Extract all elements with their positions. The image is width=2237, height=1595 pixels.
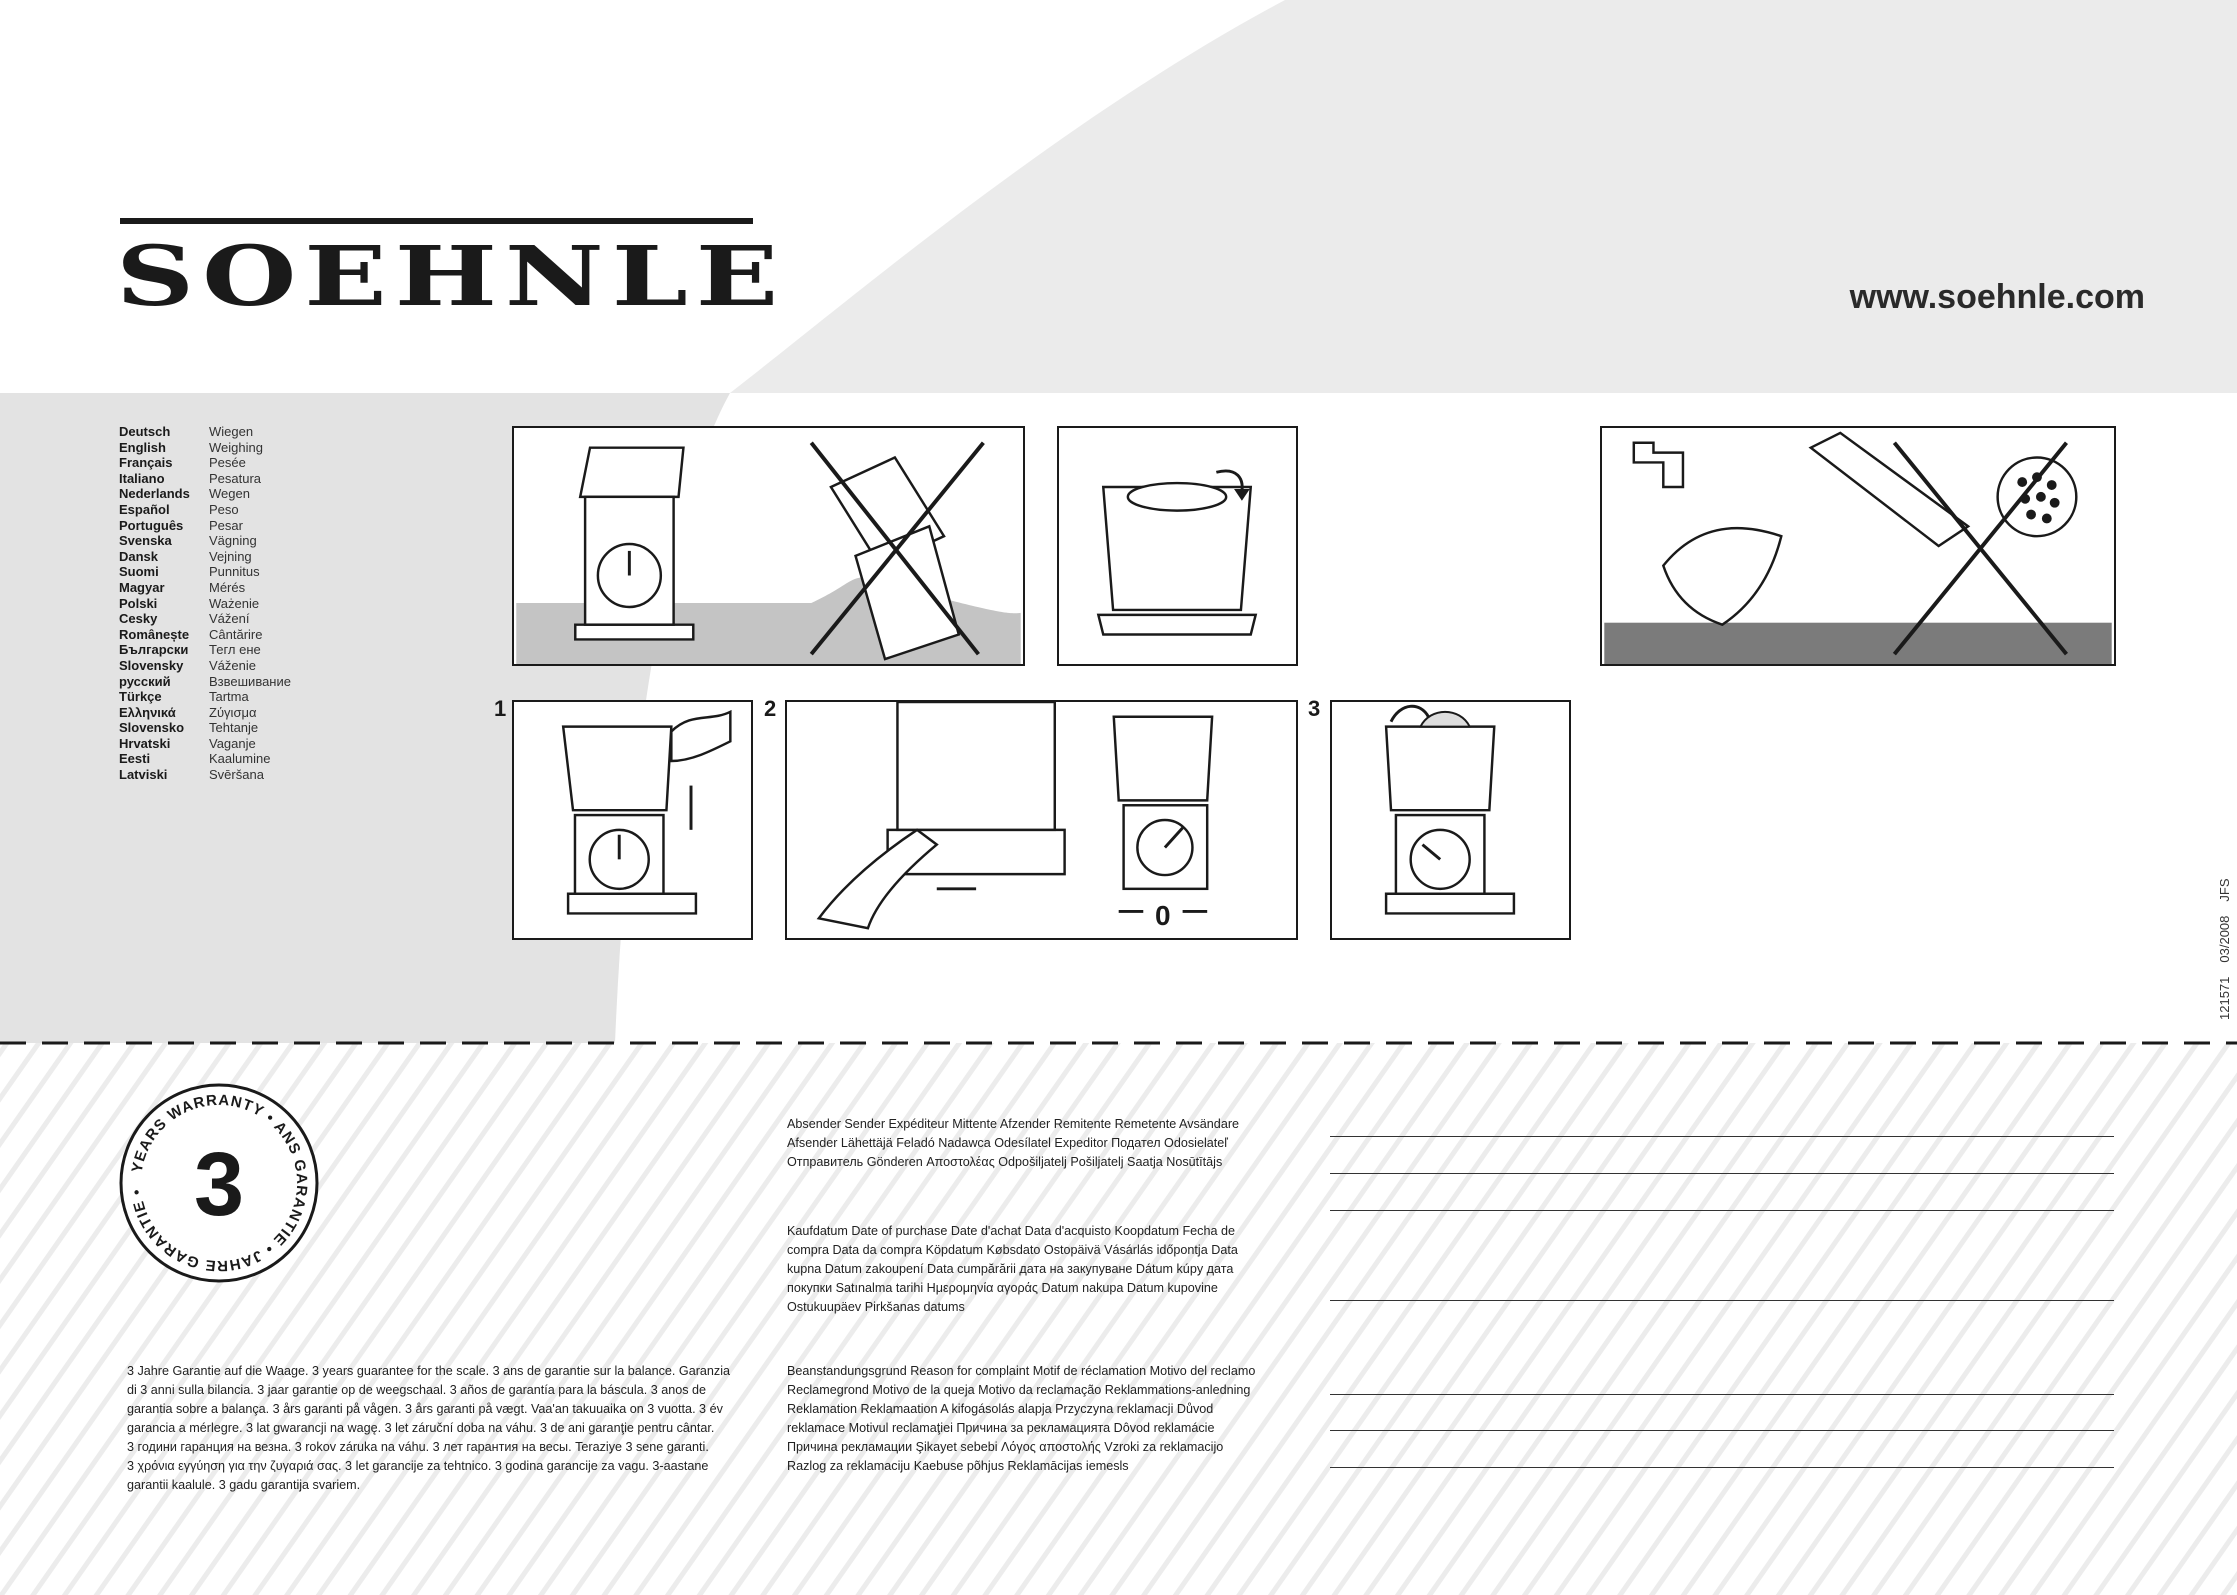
language-name: Magyar [119, 579, 165, 595]
language-word: Weighing [209, 439, 263, 455]
language-row [119, 627, 291, 643]
language-word: Váženie [209, 657, 256, 673]
warranty-text-line: 3 χρόνια εγγύηση για την ζυγαριά σας. 3 let garancije za tehtnico. 3 godina garancije za vagu. 3-aastane [127, 1459, 709, 1473]
step-number-3: 3 [1308, 696, 1321, 721]
language-name: Slovensky [119, 657, 184, 673]
language-word: Kaalumine [209, 751, 271, 767]
language-name: Български [119, 642, 189, 658]
language-word: Wegen [209, 486, 250, 502]
warranty-text-line: garantii kaalule. 3 gadu garantija svariem. [127, 1478, 361, 1492]
language-row [119, 455, 291, 471]
language-row [119, 471, 291, 487]
language-name: Slovensko [119, 720, 185, 736]
purchase-date-label [787, 1222, 1238, 1317]
language-name: Hrvatski [119, 735, 171, 751]
purchase-date-label-line: покупки Satınalma tarihi Ημερομηνία αγοράς Datum nakupa Datum kupovine [787, 1281, 1218, 1295]
language-row [119, 705, 291, 721]
language-word: Punnitus [209, 564, 260, 580]
panel-step-1 [512, 700, 753, 940]
language-row [119, 689, 291, 705]
brand-logo: SOEHNLE [116, 229, 787, 325]
illustration-zero-adjust [787, 702, 1296, 938]
complaint-line-3[interactable] [1330, 1467, 2114, 1468]
language-word: Ζύγισμα [209, 704, 257, 720]
language-row [119, 580, 291, 596]
language-word: Peso [209, 501, 239, 517]
language-row [119, 502, 291, 518]
language-name: Nederlands [119, 486, 190, 502]
language-name: Eesti [119, 751, 151, 767]
language-word: Vážení [209, 611, 250, 627]
language-word: Vägning [209, 533, 257, 549]
sender-label-line: Отправитель Gönderen Αποστολέας Odpošiljatelj Pošiljatelj Saatja Nosūtītājs [787, 1155, 1223, 1169]
illustration-level-vs-tilted [514, 428, 1023, 664]
language-name: Italiano [119, 470, 165, 486]
language-name: Svenska [119, 533, 172, 549]
language-row [119, 533, 291, 549]
warranty-text-line: garantia sobre a balança. 3 års garanti på vågen. 3 års garanti på vægt. Vaa'an takuuaika on 3 vuotta. 3 év [127, 1402, 723, 1416]
language-word: Tartma [209, 689, 249, 705]
language-word: Tehtanje [209, 720, 259, 736]
sender-line-1[interactable] [1330, 1136, 2114, 1137]
warranty-text-line: di 3 anni sulla bilancia. 3 jaar garantie op de weegschaal. 3 años de garantía para la báscula. 3 anos de [127, 1383, 707, 1397]
complaint-label-line: Reclamegrond Motivo de la queja Motivo da reclamação Reklammations-anledning [787, 1383, 1251, 1397]
badge-number: 3 [193, 1135, 245, 1235]
language-row [119, 611, 291, 627]
language-word: Pesée [209, 455, 246, 471]
illustration-rotate-bowl [1059, 428, 1296, 664]
language-word: Vaganje [209, 735, 256, 751]
step-number-2: 2 [764, 696, 777, 721]
step-number-1: 1 [494, 696, 507, 721]
language-name: Cesky [119, 611, 158, 627]
purchase-date-label-line: Kaufdatum Date of purchase Date d'achat Data d'acquisto Koopdatum Fecha de [787, 1224, 1235, 1238]
language-row [119, 736, 291, 752]
language-word: Wiegen [209, 424, 254, 439]
language-row [119, 751, 291, 767]
language-row [119, 564, 291, 580]
language-row [119, 720, 291, 736]
language-name: Ελληνικά [119, 704, 176, 720]
author-initials: JFS [2217, 878, 2232, 902]
language-name: Deutsch [119, 424, 171, 439]
sender-label-line: Afsender Lähettäjä Feladó Nadawca Odesílatel Expeditor Подател Odosielateľ [787, 1136, 1228, 1150]
complaint-label-line: Reklamation Reklamaation A kifogásolás alapja Przyczyna reklamacji Důvod [787, 1402, 1214, 1416]
warranty-badge [118, 1082, 320, 1284]
language-name: Español [119, 501, 170, 517]
panel-step-3 [1330, 700, 1571, 940]
language-row [119, 549, 291, 565]
purchase-date-label-line: kupna Datum zakoupení Data cumpărării дата на закупуване Dátum kúpy дата [787, 1262, 1234, 1276]
language-name: Polski [119, 595, 158, 611]
sender-label-line: Absender Sender Expéditeur Mittente Afzender Remitente Remetente Avsändare [787, 1117, 1240, 1131]
language-row [119, 518, 291, 534]
language-name: Dansk [119, 548, 159, 564]
language-word: Ważenie [209, 595, 260, 611]
sender-line-2[interactable] [1330, 1173, 2114, 1174]
language-row [119, 658, 291, 674]
panel-rotate-bowl [1057, 426, 1298, 666]
illustration-fill-bowl [1332, 702, 1569, 938]
language-name: Français [119, 455, 173, 471]
language-row [119, 486, 291, 502]
language-word: Pesar [209, 517, 243, 533]
sender-line-3[interactable] [1330, 1210, 2114, 1211]
article-number: 121571 [2217, 976, 2232, 1020]
edition-date: 03/2008 [2217, 915, 2232, 963]
purchase-date-line[interactable] [1330, 1300, 2114, 1301]
sender-label [787, 1115, 1239, 1172]
language-row [119, 596, 291, 612]
complaint-label-line: reklamace Motivul reclamaţiei Причина за рекламацията Dôvod reklamácie [787, 1421, 1215, 1435]
panel-step-2 [785, 700, 1298, 940]
panel-level-surface [512, 426, 1025, 666]
language-row [119, 424, 291, 440]
badge-ring-text: YEARS WARRANTY • ANS GARANTIE • JAHRE GARANTIE • [128, 1091, 311, 1275]
complaint-line-1[interactable] [1330, 1394, 2114, 1395]
warranty-text [127, 1362, 730, 1495]
warranty-text-line: 3 години гаранция на везна. 3 rokov záruka na váhu. 3 лет гарантия на весы. Teraziye 3 sene garanti. [127, 1440, 709, 1454]
panel-cleaning [1600, 426, 2116, 666]
language-name: Português [119, 517, 184, 533]
language-word: Взвешивание [209, 673, 291, 689]
language-word: Pesatura [209, 470, 262, 486]
language-row [119, 642, 291, 658]
language-row [119, 440, 291, 456]
language-name: English [119, 439, 166, 455]
complaint-label-line: Beanstandungsgrund Reason for complaint Motif de réclamation Motivo del reclamo [787, 1364, 1256, 1378]
complaint-reason-label [787, 1362, 1255, 1476]
language-row [119, 767, 291, 783]
warranty-text-line: 3 Jahre Garantie auf die Waage. 3 years guarantee for the scale. 3 ans de garantie sur la balance. Garanzia [127, 1364, 730, 1378]
language-word: Mérés [209, 579, 246, 595]
illustration-no-water [1602, 428, 2114, 664]
language-name: Latviski [119, 767, 168, 783]
zero-mark: 0 [1155, 900, 1171, 931]
complaint-label-line: Razlog za reklamaciju Kaebuse põhjus Reklamācijas iemesls [787, 1459, 1129, 1473]
language-name: Suomi [119, 564, 159, 580]
language-word: Тегл ене [209, 642, 261, 658]
purchase-date-label-line: compra Data da compra Köpdatum Købsdato Ostopäivä Vásárlás időpontja Data [787, 1243, 1238, 1257]
warranty-text-line: garancia a mérlegre. 3 lat gwarancji na wagę. 3 let záruční doba na váhu. 3 de ani garanţie pentru cântar. [127, 1421, 715, 1435]
logo-rule [120, 218, 753, 224]
language-name: русский [119, 673, 171, 689]
version-code [2217, 864, 2232, 1020]
language-list [119, 424, 291, 783]
purchase-date-label-line: Ostukuupäev Pirkšanas datums [787, 1300, 965, 1314]
language-row [119, 674, 291, 690]
language-word: Vejning [209, 548, 252, 564]
complaint-line-2[interactable] [1330, 1430, 2114, 1431]
language-name: Românește [119, 626, 190, 642]
illustration-lift-bowl [514, 702, 751, 938]
language-name: Türkçe [119, 689, 162, 705]
complaint-label-line: Причина рекламации Şikayet sebebi Λόγος αποστολής Vzroki za reklamacijo [787, 1440, 1224, 1454]
website-url[interactable]: www.soehnle.com [1849, 278, 2145, 316]
language-word: Cântărire [209, 626, 263, 642]
language-word: Svēršana [209, 767, 264, 783]
